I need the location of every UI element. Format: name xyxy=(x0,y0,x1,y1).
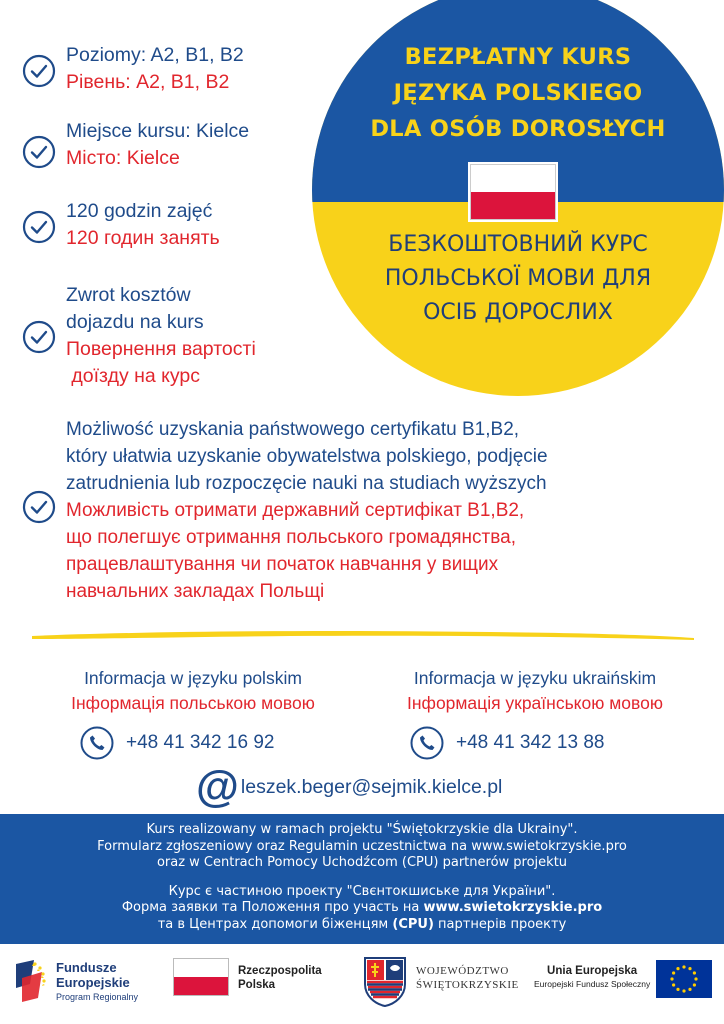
eu-flag-icon xyxy=(656,960,712,998)
item-text-ua: Можливість отримати державний сертифікат B1,B2, xyxy=(66,500,525,521)
check-circle-icon xyxy=(22,135,56,169)
phone-icon xyxy=(410,726,444,760)
footer-logos: Fundusze Europejskie Program Regionalny Rzeczpospolita Polska WOJEWÓDZTWO ŚWIĘTOKRZYSKIE Unia Europejska Europejski Fundusz Społeczny xyxy=(0,944,724,1024)
item-text-ua: навчальних закладах Польщі xyxy=(66,581,325,602)
email-link[interactable]: leszek.beger@sejmik.kielce.pl xyxy=(240,775,503,798)
item-text-pl: Zwrot kosztów xyxy=(66,284,191,306)
check-circle-icon xyxy=(22,210,56,244)
item-text-pl: 120 godzin zajęć xyxy=(66,200,213,222)
check-circle-icon xyxy=(22,54,56,88)
item-text-ua: 120 годин занять xyxy=(66,227,220,249)
website-link[interactable]: www.swietokrzyskie.pro xyxy=(423,900,603,915)
item-text-pl: dojazdu na kurs xyxy=(66,311,204,333)
info-ukrainian-label-ua: Інформація українською мовою xyxy=(407,693,663,713)
info-polish-block xyxy=(30,666,356,716)
phone-number-polish[interactable]: +48 41 342 16 92 xyxy=(126,732,275,753)
item-text-pl: Możliwość uzyskania państwowego certyfikatu B1,B2, xyxy=(66,419,520,440)
item-text-ua: доїзду на курс xyxy=(66,365,201,387)
polish-title: BEZPŁATNY KURS JĘZYKA POLSKIEGO DLA OSÓB DOROSŁYCH xyxy=(370,44,666,142)
project-info-band: Kurs realizowany w ramach projektu "Świętokrzyskie dla Ukrainy". Formularz zgłoszeniowy oraz Regulamin uczestnictwa na www.swietokrzyskie.pro oraz w Centrach Pomocy Uchodźcom (CPU) partnerów projektu Курс є частиною проекту "Свєнтокшиське для України". Форма заявки та Положення про участь на www.swietokrzyskie.pro та в Центрах допомоги біженцям (CPU) партнерів проекту xyxy=(0,814,724,944)
email-contact[interactable] xyxy=(196,764,502,810)
phone-number-ukrainian[interactable]: +48 41 342 13 88 xyxy=(456,732,605,753)
polish-flag-icon xyxy=(470,164,556,220)
fundusze-europejskie-logo xyxy=(12,954,50,1006)
yellow-brush-divider xyxy=(30,628,696,642)
info-polish-label: Informacja w języku polskim xyxy=(84,668,302,688)
voivodeship-crest-icon xyxy=(362,954,408,1008)
item-text-pl: zatrudnienia lub rozpoczęcie nauki na studiach wyższych xyxy=(66,473,547,494)
item-text-pl: który ułatwia uzyskanie obywatelstwa polskiego, podjęcie xyxy=(66,446,548,467)
item-text-ua: що полегшує отримання польського громадянства, xyxy=(66,527,516,548)
item-text-pl: Poziomy: A2, B1, B2 xyxy=(66,44,244,66)
at-sign-icon: @ xyxy=(196,762,239,811)
info-ukrainian-label: Informacja w języku ukraińskim xyxy=(413,668,657,688)
title-circle xyxy=(312,0,724,396)
item-text-ua: Повернення вартості xyxy=(66,338,256,360)
check-circle-icon xyxy=(22,320,56,354)
ukrainian-title: БЕЗКОШТОВНИЙ КУРС ПОЛЬСЬКОЇ МОВИ ДЛЯ ОСІБ ДОРОСЛИХ xyxy=(384,232,652,325)
item-text-pl: Miejsce kursu: Kielce xyxy=(66,120,250,142)
item-text-ua: працевлаштування чи початок навчання у вищих xyxy=(66,554,499,575)
phone-icon xyxy=(80,726,114,760)
check-circle-icon xyxy=(22,490,56,524)
phone-polish[interactable] xyxy=(80,726,274,760)
info-polish-label-ua: Інформація польською мовою xyxy=(71,693,315,713)
phone-ukrainian[interactable] xyxy=(410,726,604,760)
item-text-ua: Місто: Kielce xyxy=(66,147,180,169)
info-ukrainian-block xyxy=(362,666,708,716)
poland-flag-icon xyxy=(173,958,229,996)
item-text-ua: Рівень: A2, B1, B2 xyxy=(66,71,230,93)
